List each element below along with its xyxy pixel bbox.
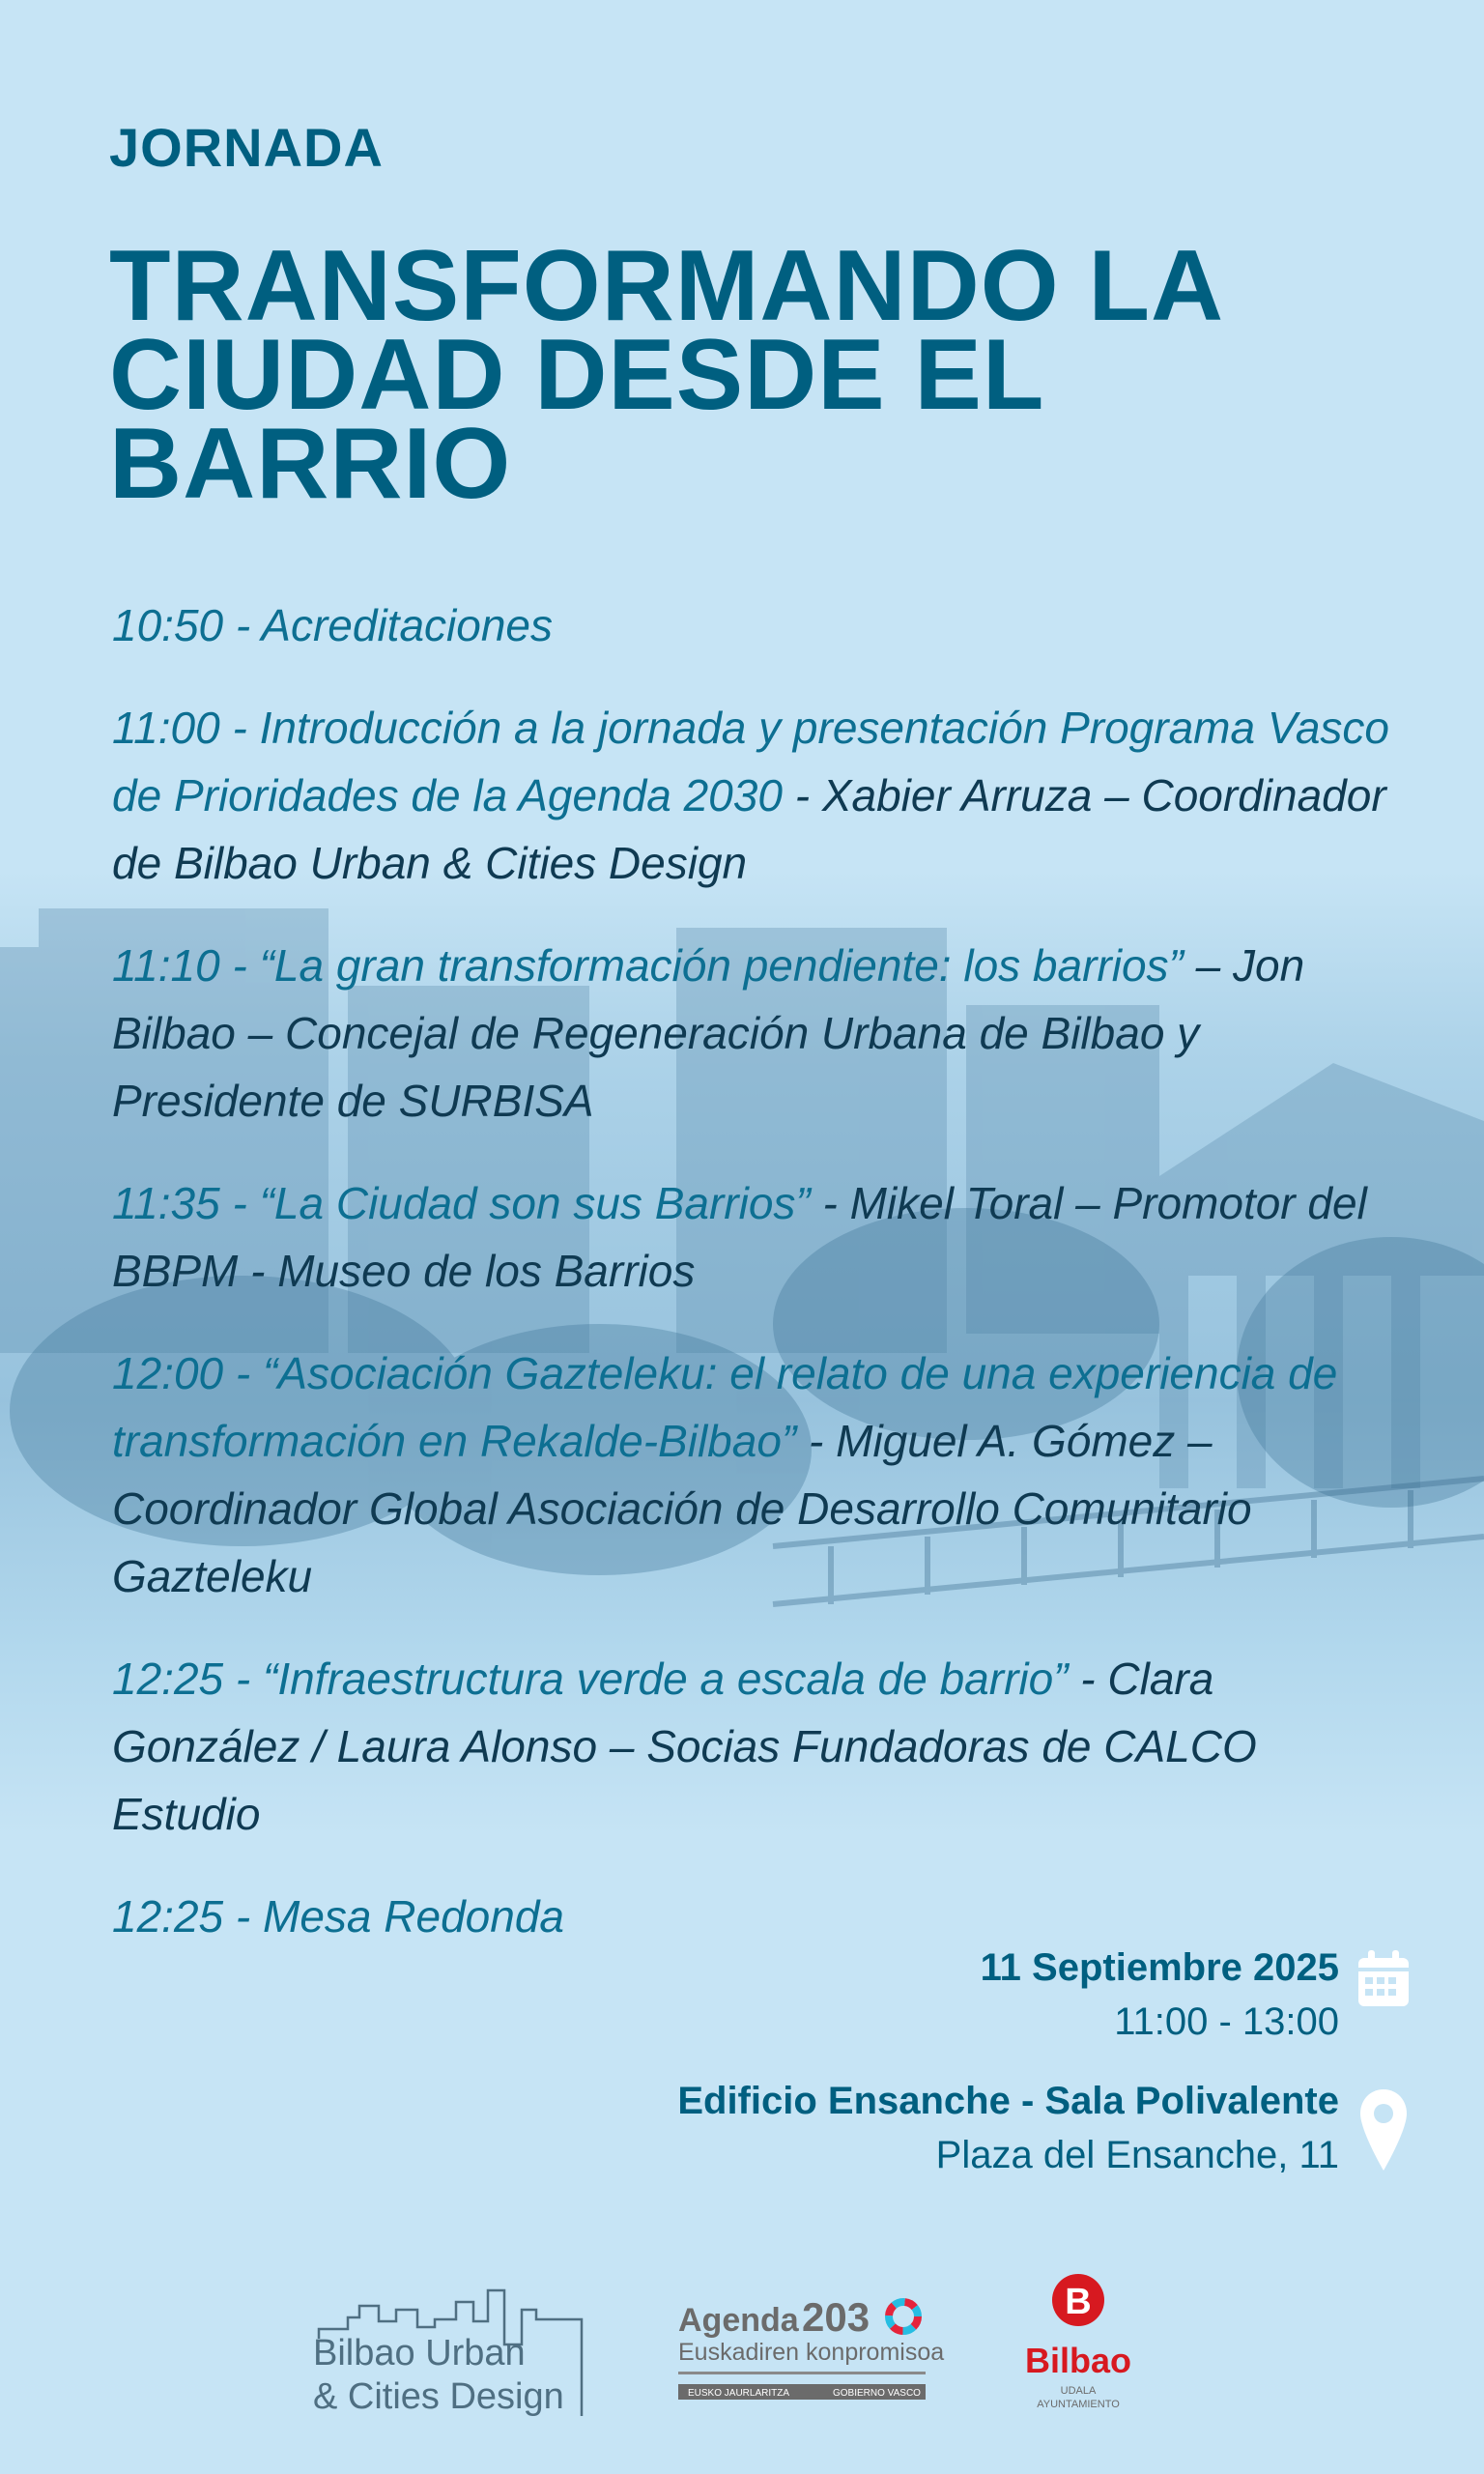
program-item-time: 12:25 - — [112, 1654, 263, 1704]
agenda-year: 203 — [802, 2294, 870, 2340]
program-item-topic: Mesa Redonda — [263, 1891, 564, 1942]
program-item-topic: “Infraestructura verde a escala de barrio” — [263, 1654, 1069, 1704]
program-item-speaker: - Xabier Arruza – Coordinador de Bilbao Urban & Cities Design — [112, 770, 1386, 888]
event-venue: Edificio Ensanche - Sala Polivalente — [677, 2080, 1339, 2122]
bilbao-ayuntamiento-logo — [1025, 2274, 1131, 2410]
program-item — [112, 1339, 1407, 1610]
sdg-wheel-icon — [889, 2302, 918, 2331]
bilbao-logo-sub1: UDALA — [1060, 2385, 1097, 2397]
program-item-speaker: - Mikel Toral – Promotor del BBPM - Museo de los Barrios — [112, 1178, 1367, 1296]
event-date: 11 Septiembre 2025 — [980, 1946, 1339, 1989]
program-item — [112, 591, 1407, 659]
agenda-footer-left: EUSKO JAURLARITZA — [688, 2388, 790, 2399]
program-item — [112, 1169, 1407, 1305]
page-title: TRANSFORMANDO LA CIUDAD DESDE EL BARRIO — [109, 230, 1221, 520]
program-item — [112, 1645, 1407, 1848]
program-item-time: 10:50 - — [112, 600, 262, 650]
program-item — [112, 932, 1407, 1135]
bilbao-logo-letter: B — [1065, 2282, 1092, 2322]
program-item-topic: Acreditaciones — [261, 600, 554, 650]
bilbao-logo-sub2: AYUNTAMIENTO — [1037, 2399, 1120, 2410]
logos-footer — [0, 2252, 1484, 2445]
bilbao-urban-logo — [313, 2290, 582, 2417]
agenda-word: Agenda — [678, 2302, 799, 2339]
program-item-topic: “La gran transformación pendiente: los barrios” — [259, 940, 1184, 991]
program-item-speaker: – Jon Bilbao – Concejal de Regeneración Urbana de Bilbao y Presidente de SURBISA — [112, 940, 1305, 1126]
agenda-subtitle: Euskadiren konpromisoa — [678, 2339, 945, 2366]
event-address: Plaza del Ensanche, 11 — [935, 2134, 1339, 2176]
map-pin-icon — [1358, 2087, 1409, 2179]
program-item-topic: “La Ciudad son sus Barrios” — [259, 1178, 811, 1228]
program-item-topic: “Asociación Gazteleku: el relato de una experiencia de transformación en Rekalde-Bilbao” — [112, 1348, 1338, 1466]
event-date-block — [981, 1941, 1339, 2049]
bilbao-urban-line1: Bilbao Urban — [313, 2333, 526, 2373]
program-item-time: 12:25 - — [112, 1891, 263, 1942]
event-kicker: JORNADA — [109, 117, 384, 178]
event-place-block — [677, 2074, 1339, 2182]
program-item-time: 12:00 - — [112, 1348, 263, 1398]
program-list — [112, 591, 1407, 1985]
program-item-speaker: - Clara González / Laura Alonso – Socias Fundadoras de CALCO Estudio — [112, 1654, 1257, 1839]
program-item — [112, 694, 1407, 897]
agenda-footer-right: GOBIERNO VASCO — [833, 2388, 921, 2399]
program-item-time: 11:10 - — [112, 940, 260, 991]
agenda-2030-logo — [678, 2294, 944, 2400]
program-item-time: 11:00 - — [112, 703, 260, 753]
program-item-time: 11:35 - — [112, 1178, 260, 1228]
calendar-icon — [1356, 1948, 1411, 2013]
program-item-topic: Introducción a la jornada y presentación Programa Vasco de Prioridades de la Agenda 2030 — [112, 703, 1389, 820]
event-hours: 11:00 - 13:00 — [1114, 2000, 1339, 2043]
bilbao-logo-name: Bilbao — [1024, 2341, 1132, 2380]
program-item-speaker: - Miguel A. Gómez – Coordinador Global Asociación de Desarrollo Comunitario Gazteleku — [112, 1416, 1252, 1601]
bilbao-urban-line2: & Cities Design — [313, 2376, 564, 2417]
